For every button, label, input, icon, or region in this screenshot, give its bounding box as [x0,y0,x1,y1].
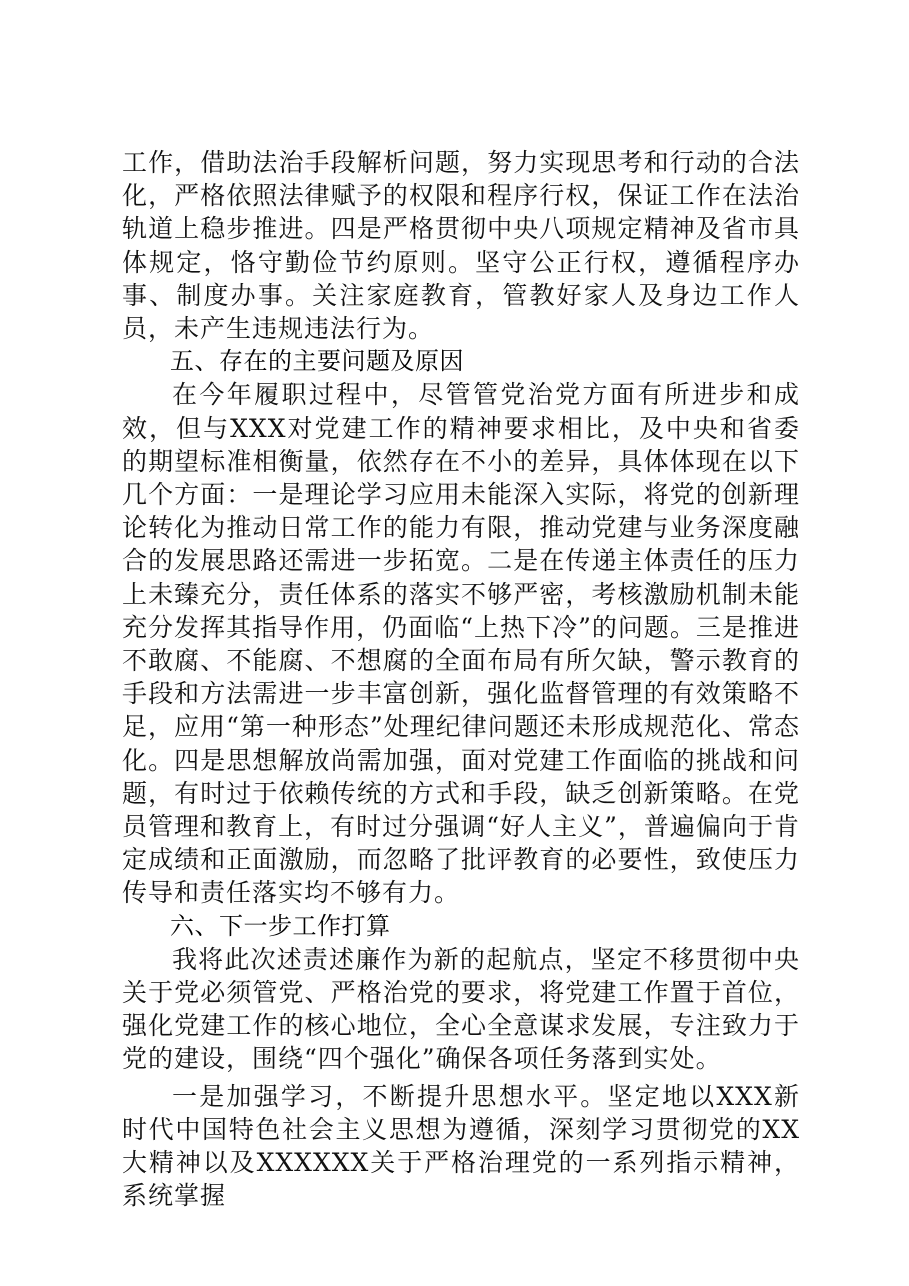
paragraph-next-steps-intro: 我将此次述责述廉作为新的起航点，坚定不移贯彻中央关于党必须管党、严格治党的要求，将党建工作置于首位，强化党建工作的核心地位，全心全意谋求发展，专注致力于党的建设，围绕“四个强化”确保各项任务落到实处。 [122,944,800,1074]
section-heading-problems: 五、存在的主要问题及原因 [170,347,464,376]
paragraph-problems: 在今年履职过程中，尽管管党治党方面有所进步和成效，但与XXX对党建工作的精神要求相比，及中央和省委的期望标准相衡量，依然存在不小的差异，具体体现在以下几个方面：一是理论学习应用未能深入实际，将党的创新理论转化为推动日常工作的能力有限，推动党建与业务深度融合的发展思路还需进一步拓宽。二是在传递主体责任的压力上未臻充分，责任体系的落实不够严密，考核激励机制未能充分发挥其指导作用，仍面临“上热下冷”的问题。三是推进不敢腐、不能腐、不想腐的全面布局有所欠缺，警示教育的手段和方法需进一步丰富创新，强化监督管理的有效策略不足，应用“第一种形态”处理纪律问题还未形成规范化、常态化。四是思想解放尚需加强，面对党建工作面临的挑战和问题，有时过于依赖传统的方式和手段，缺乏创新策略。在党员管理和教育上，有时过分强调“好人主义”，普遍偏向于肯定成绩和正面激励，而忽略了批评教育的必要性，致使压力传导和责任落实均不够有力。 [122,380,800,908]
paragraph-strengthen-study: 一是加强学习，不断提升思想水平。坚定地以XXX新时代中国特色社会主义思想为遵循，深刻学习贯彻党的XX大精神以及XXXXXX关于严格治理党的一系列指示精神，系统掌握 [122,1081,800,1211]
section-heading-next-steps: 六、下一步工作打算 [170,911,391,940]
paragraph-rule-of-law: 工作，借助法治手段解析问题，努力实现思考和行动的合法化，严格依照法律赋予的权限和程序行权，保证工作在法治轨道上稳步推进。四是严格贯彻中央八项规定精神及省市具体规定，恪守勤俭节约原则。坚守公正行权，遵循程序办事、制度办事。关注家庭教育，管教好家人及身边工作人员，未产生违规违法行为。 [122,148,800,344]
document-body [122,146,800,1213]
